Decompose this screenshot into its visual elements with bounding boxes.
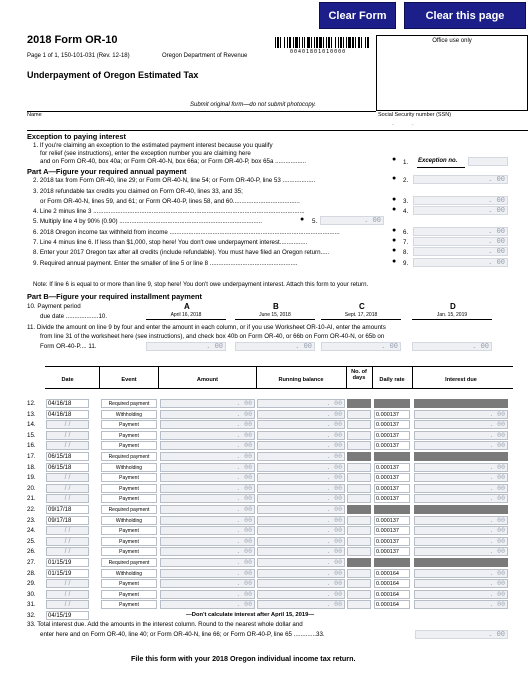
exception-no-label: Exception no. xyxy=(418,158,458,164)
event-cell: Withholding xyxy=(101,463,157,472)
daily-rate-cell: 0.000137 xyxy=(374,547,410,556)
daily-rate-cell: 0.000137 xyxy=(374,431,410,440)
clear-form-button[interactable]: Clear Form xyxy=(319,2,396,29)
row-number: 16. xyxy=(27,442,36,449)
interest-cell-disabled xyxy=(414,505,508,514)
days-cell[interactable] xyxy=(347,569,371,578)
amount-cell[interactable]: . 00 xyxy=(160,484,255,493)
row-number: 23. xyxy=(27,517,36,524)
ssn-field[interactable]: - - xyxy=(392,122,422,128)
days-cell[interactable] xyxy=(347,420,371,429)
bullet-icon: ● xyxy=(392,247,397,254)
days-cell[interactable] xyxy=(347,441,371,450)
part-a-line-text: 5. Multiply line 4 by 90% (0.90) ................................................................................... xyxy=(33,218,263,225)
page-info: Page 1 of 1, 150-101-031 (Rev. 12-18) xyxy=(27,53,130,59)
date-cell[interactable]: 09/17/18 xyxy=(46,516,89,525)
column-header: Amount xyxy=(196,377,219,383)
row-number: 12. xyxy=(27,400,36,407)
running-balance-cell[interactable]: . 00 xyxy=(257,431,345,440)
rate-cell-disabled xyxy=(374,505,410,514)
name-field[interactable] xyxy=(30,119,370,128)
days-cell-disabled xyxy=(347,558,371,567)
part-a-note: Note: If line 6 is equal to or more than line 9, stop here! You don't owe underpayment interest. Attach this form to your return. xyxy=(33,281,369,288)
date-cell[interactable]: 01/15/19 xyxy=(46,569,89,578)
row-number: 28. xyxy=(27,570,36,577)
amount-cell[interactable]: . 00 xyxy=(160,569,255,578)
running-balance-cell[interactable]: . 00 xyxy=(257,399,345,408)
running-balance-cell[interactable]: . 00 xyxy=(257,590,345,599)
amount-cell[interactable]: . 00 xyxy=(160,590,255,599)
event-cell: Payment xyxy=(101,431,157,440)
column-letter: A xyxy=(184,302,190,311)
date-cell[interactable]: 06/15/18 xyxy=(46,463,89,472)
part-a-field[interactable]: . 00 xyxy=(413,247,508,256)
date-cell: 04/15/19 xyxy=(46,611,89,620)
line10-text-b: due date ...................10. xyxy=(40,313,108,320)
running-balance-cell[interactable]: . 00 xyxy=(257,463,345,472)
daily-rate-cell: 0.000137 xyxy=(374,516,410,525)
bullet-icon: ● xyxy=(392,156,397,163)
event-cell: Payment xyxy=(101,547,157,556)
days-cell[interactable] xyxy=(347,600,371,609)
event-cell: Payment xyxy=(101,494,157,503)
line-num: 3. xyxy=(403,198,409,205)
running-balance-cell[interactable]: . 00 xyxy=(257,452,345,461)
running-balance-cell[interactable]: . 00 xyxy=(257,537,345,546)
running-balance-cell[interactable]: . 00 xyxy=(257,420,345,429)
daily-rate-cell: 0.000137 xyxy=(374,441,410,450)
row-number: 29. xyxy=(27,580,36,587)
line11-field[interactable]: . 00 xyxy=(412,342,492,351)
part-a-line-text: 6. 2018 Oregon income tax withheld from income ................................................................................................... xyxy=(33,229,340,236)
running-balance-cell[interactable]: . 00 xyxy=(257,526,345,535)
days-cell[interactable] xyxy=(347,473,371,482)
running-balance-cell[interactable]: . 00 xyxy=(257,569,345,578)
interest-due-cell[interactable]: . 00 xyxy=(414,473,508,482)
daily-rate-cell: 0.000164 xyxy=(374,590,410,599)
daily-rate-cell: 0.000137 xyxy=(374,463,410,472)
row-number: 27. xyxy=(27,559,36,566)
days-cell[interactable] xyxy=(347,516,371,525)
line-num: 5. xyxy=(312,218,318,225)
days-cell-disabled xyxy=(347,399,371,408)
running-balance-cell[interactable]: . 00 xyxy=(257,410,345,419)
exception-number-field[interactable] xyxy=(468,157,508,166)
bullet-icon: ● xyxy=(300,216,305,223)
date-cell[interactable]: / / xyxy=(46,420,89,429)
line1-text-b: for relief (see instructions), enter the exception number you are claiming here xyxy=(40,150,251,157)
barcode xyxy=(275,37,371,48)
date-cell[interactable]: / / xyxy=(46,547,89,556)
event-cell: Required payment xyxy=(101,505,157,514)
date-cell[interactable]: / / xyxy=(46,494,89,503)
column-header: Date xyxy=(61,377,74,383)
running-balance-cell[interactable]: . 00 xyxy=(257,516,345,525)
form-title: 2018 Form OR-10 xyxy=(27,34,118,46)
row-number: 30. xyxy=(27,591,36,598)
part-a-field[interactable]: . 00 xyxy=(413,196,508,205)
amount-cell[interactable]: . 00 xyxy=(160,441,255,450)
bullet-icon: ● xyxy=(392,206,397,213)
days-cell[interactable] xyxy=(347,494,371,503)
form-subtitle: Underpayment of Oregon Estimated Tax xyxy=(27,70,199,80)
column-letter: B xyxy=(273,302,279,311)
amount-cell[interactable]: . 00 xyxy=(160,399,255,408)
part-a-line-text: 9. Required annual payment. Enter the smaller of line 5 or line 8 ................................................... xyxy=(33,260,298,267)
line11-field[interactable]: . 00 xyxy=(321,342,401,351)
date-cell[interactable]: / / xyxy=(46,484,89,493)
line-num: 6. xyxy=(403,229,409,236)
row-number: 18. xyxy=(27,464,36,471)
payment-due-date: Jan. 15, 2019 xyxy=(412,311,492,320)
interest-due-cell[interactable]: . 00 xyxy=(414,463,508,472)
column-header: Event xyxy=(121,377,137,383)
column-header: Running balance xyxy=(278,377,324,383)
days-cell[interactable] xyxy=(347,526,371,535)
amount-cell[interactable]: . 00 xyxy=(160,526,255,535)
line5-field[interactable]: . 00 xyxy=(320,216,384,225)
part-a-field[interactable]: . 00 xyxy=(413,237,508,246)
event-cell: Payment xyxy=(101,420,157,429)
days-cell[interactable] xyxy=(347,579,371,588)
row-number: 14. xyxy=(27,421,36,428)
running-balance-cell[interactable]: . 00 xyxy=(257,547,345,556)
column-header: Daily rate xyxy=(379,377,405,383)
column-letter: D xyxy=(450,302,456,311)
event-cell: Withholding xyxy=(101,410,157,419)
interest-due-cell[interactable]: . 00 xyxy=(414,569,508,578)
event-cell: Required payment xyxy=(101,558,157,567)
interest-due-cell[interactable]: . 00 xyxy=(414,600,508,609)
row-number: 25. xyxy=(27,538,36,545)
event-cell: Payment xyxy=(101,600,157,609)
event-cell: Payment xyxy=(101,537,157,546)
running-balance-cell[interactable]: . 00 xyxy=(257,441,345,450)
event-cell: Payment xyxy=(101,441,157,450)
part-a-field[interactable]: . 00 xyxy=(413,227,508,236)
interest-due-cell[interactable]: . 00 xyxy=(414,579,508,588)
amount-cell[interactable]: . 00 xyxy=(160,431,255,440)
line33-text-a: 33. Total interest due. Add the amounts in the interest column. Round to the nearest whole dollar and xyxy=(27,621,303,628)
daily-rate-cell: 0.000137 xyxy=(374,537,410,546)
office-use-label: Office use only xyxy=(432,38,472,44)
line-num: 4. xyxy=(403,208,409,215)
column-letter: C xyxy=(359,302,365,311)
interest-due-cell[interactable]: . 00 xyxy=(414,547,508,556)
payment-due-date: Sept. 17, 2018 xyxy=(321,311,401,320)
amount-cell[interactable]: . 00 xyxy=(160,537,255,546)
amount-cell[interactable]: . 00 xyxy=(160,505,255,514)
row-number: 21. xyxy=(27,495,36,502)
interest-due-cell[interactable]: . 00 xyxy=(414,494,508,503)
part-a-line-text: 8. Enter your 2017 Oregon tax after all credits (include refundable). You must have filed an Oregon return..... xyxy=(33,249,330,256)
bullet-icon: ● xyxy=(392,237,397,244)
interest-due-cell[interactable]: . 00 xyxy=(414,484,508,493)
date-cell[interactable]: 04/16/18 xyxy=(46,399,89,408)
amount-cell[interactable]: . 00 xyxy=(160,473,255,482)
date-cell[interactable]: / / xyxy=(46,441,89,450)
line1-text-c: and on Form OR-40, box 40a; or Form OR-40-N, box 66a; or Form OR-40-P, box 65a .................. xyxy=(40,158,307,165)
amount-cell[interactable]: . 00 xyxy=(160,579,255,588)
days-cell-disabled xyxy=(347,505,371,514)
row-number: 26. xyxy=(27,548,36,555)
rate-cell-disabled xyxy=(374,558,410,567)
row-number: 17. xyxy=(27,453,36,460)
event-cell: Required payment xyxy=(101,399,157,408)
part-a-line-text: 4. Line 2 minus line 3 ........................................................................................................................... xyxy=(33,208,305,215)
daily-rate-cell: 0.000137 xyxy=(374,526,410,535)
days-cell[interactable] xyxy=(347,537,371,546)
interest-due-cell[interactable]: . 00 xyxy=(414,410,508,419)
amount-cell[interactable]: . 00 xyxy=(160,547,255,556)
date-cell[interactable]: 06/15/18 xyxy=(46,452,89,461)
date-cell[interactable]: / / xyxy=(46,431,89,440)
line33-text-b: enter here and on Form OR-40, line 40; or Form OR-40-N, line 66; or Form OR-40-P, line 65 .............33. xyxy=(40,631,325,638)
running-balance-cell[interactable]: . 00 xyxy=(257,494,345,503)
event-cell: Payment xyxy=(101,526,157,535)
line1-text-a: 1. If you're claiming an exception to the estimated payment interest because you qualify xyxy=(33,142,273,149)
part-a-line-text: 7. Line 4 minus line 6. If less than $1,000, stop here! You don't owe underpayment interest................ xyxy=(33,239,308,246)
interest-due-cell[interactable]: . 00 xyxy=(414,526,508,535)
column-header: No. of days xyxy=(351,369,367,381)
amount-cell[interactable]: . 00 xyxy=(160,420,255,429)
running-balance-cell[interactable]: . 00 xyxy=(257,484,345,493)
interest-due-cell[interactable]: . 00 xyxy=(414,590,508,599)
event-cell: Payment xyxy=(101,590,157,599)
part-a-field[interactable]: . 00 xyxy=(413,258,508,267)
days-cell-disabled xyxy=(347,452,371,461)
daily-rate-cell: 0.000164 xyxy=(374,569,410,578)
row-number: 13. xyxy=(27,411,36,418)
row-number: 31. xyxy=(27,601,36,608)
interest-due-cell[interactable]: . 00 xyxy=(414,537,508,546)
part-a-field[interactable]: . 00 xyxy=(413,206,508,215)
date-cell[interactable]: / / xyxy=(46,526,89,535)
row-number: 20. xyxy=(27,485,36,492)
days-cell[interactable] xyxy=(347,590,371,599)
row-number: 32. xyxy=(27,612,36,619)
interest-cell-disabled xyxy=(414,558,508,567)
row-number: 22. xyxy=(27,506,36,513)
line-num: 2. xyxy=(403,177,409,184)
days-cell[interactable] xyxy=(347,410,371,419)
exception-heading: Exception to paying interest xyxy=(27,132,126,141)
line10-text-a: 10. Payment period xyxy=(27,303,81,310)
interest-due-cell[interactable]: . 00 xyxy=(414,441,508,450)
agency-name: Oregon Department of Revenue xyxy=(162,53,248,59)
amount-cell[interactable]: . 00 xyxy=(160,494,255,503)
event-cell: Required payment xyxy=(101,452,157,461)
days-cell[interactable] xyxy=(347,547,371,556)
date-cell[interactable]: / / xyxy=(46,590,89,599)
event-cell: Withholding xyxy=(101,516,157,525)
footer-note: File this form with your 2018 Oregon individual income tax return. xyxy=(131,654,356,663)
part-a-field[interactable]: . 00 xyxy=(413,175,508,184)
office-use-box xyxy=(376,35,528,111)
line-num: 9. xyxy=(403,260,409,267)
amount-cell[interactable]: . 00 xyxy=(160,463,255,472)
rate-cell-disabled xyxy=(374,452,410,461)
payment-due-date: June 15, 2018 xyxy=(235,311,315,320)
interest-cell-disabled xyxy=(414,399,508,408)
bullet-icon: ● xyxy=(392,227,397,234)
date-cell[interactable]: / / xyxy=(46,600,89,609)
rate-cell-disabled xyxy=(374,399,410,408)
line-num: 7. xyxy=(403,239,409,246)
ssn-label: Social Security number (SSN) xyxy=(378,112,452,118)
daily-rate-cell: 0.000137 xyxy=(374,484,410,493)
date-cell[interactable]: 09/17/18 xyxy=(46,505,89,514)
running-balance-cell[interactable]: . 00 xyxy=(257,600,345,609)
interest-due-cell[interactable]: . 00 xyxy=(414,431,508,440)
date-cell[interactable]: 04/16/18 xyxy=(46,410,89,419)
running-balance-cell[interactable]: . 00 xyxy=(257,473,345,482)
running-balance-cell[interactable]: . 00 xyxy=(257,505,345,514)
barcode-number: 00401801010000 xyxy=(290,49,347,55)
line-num: 8. xyxy=(403,249,409,256)
bullet-icon: ● xyxy=(392,196,397,203)
part-b-heading: Part B—Figure your required installment payment xyxy=(27,292,202,301)
line11-text-b: from line 31 of the worksheet here (see instructions), and check box 40b on Form OR-40, or 66b on Form OR-40-N, or 65b on xyxy=(40,333,385,340)
row-number: 15. xyxy=(27,432,36,439)
line11-field[interactable]: . 00 xyxy=(235,342,315,351)
name-label: Name xyxy=(27,112,42,118)
line33-field[interactable]: . 00 xyxy=(415,630,508,639)
line11-text-c: Form OR-40-P.... 11. xyxy=(40,343,97,350)
daily-rate-cell: 0.000137 xyxy=(374,420,410,429)
amount-cell[interactable]: . 00 xyxy=(160,516,255,525)
part-a-line-text: 3. 2018 refundable tax credits you claimed on Form OR-40, lines 33, and 35; xyxy=(33,188,243,195)
running-balance-cell[interactable]: . 00 xyxy=(257,558,345,567)
row-number: 19. xyxy=(27,474,36,481)
part-a-heading: Part A—Figure your required annual payment xyxy=(27,167,187,176)
interest-due-cell[interactable]: . 00 xyxy=(414,516,508,525)
part-a-line-text: or Form OR-40-N, lines 59, and 61; or Form OR-40-P, lines 58, and 60....................................... xyxy=(40,198,300,205)
event-cell: Payment xyxy=(101,579,157,588)
daily-rate-cell: 0.000137 xyxy=(374,410,410,419)
line1-num: 1. xyxy=(403,159,409,166)
submit-note: Submit original form—do not submit photocopy. xyxy=(190,102,316,108)
amount-cell[interactable]: . 00 xyxy=(160,452,255,461)
daily-rate-cell: 0.000164 xyxy=(374,600,410,609)
interest-cell-disabled xyxy=(414,452,508,461)
payment-due-date: April 16, 2018 xyxy=(146,311,226,320)
running-balance-cell[interactable]: . 00 xyxy=(257,579,345,588)
date-cell[interactable]: / / xyxy=(46,579,89,588)
date-cell[interactable]: 01/15/19 xyxy=(46,558,89,567)
bullet-icon: ● xyxy=(392,175,397,182)
event-cell: Payment xyxy=(101,473,157,482)
days-cell[interactable] xyxy=(347,484,371,493)
clear-page-button[interactable]: Clear this page xyxy=(404,2,526,29)
date-cell[interactable]: / / xyxy=(46,537,89,546)
event-cell: Payment xyxy=(101,484,157,493)
amount-cell[interactable]: . 00 xyxy=(160,410,255,419)
row-number: 24. xyxy=(27,527,36,534)
date-cell[interactable]: / / xyxy=(46,473,89,482)
interest-due-cell[interactable]: . 00 xyxy=(414,420,508,429)
line11-text-a: 11. Divide the amount on line 9 by four and enter the amount in each column, or if you use Worksheet OR-10-AI, enter the amounts xyxy=(27,324,386,331)
daily-rate-cell: 0.000137 xyxy=(374,494,410,503)
part-a-line-text: 2. 2018 tax from Form OR-40, line 29; or Form OR-40-N, line 54; or Form OR-40-P, line 53 ................... xyxy=(33,177,316,184)
days-cell[interactable] xyxy=(347,463,371,472)
event-cell: Withholding xyxy=(101,569,157,578)
row32-note: —Don't calculate interest after April 15, 2019— xyxy=(186,612,315,618)
daily-rate-cell: 0.000164 xyxy=(374,579,410,588)
amount-cell[interactable]: . 00 xyxy=(160,558,255,567)
daily-rate-cell: 0.000137 xyxy=(374,473,410,482)
column-header: Interest due xyxy=(445,377,477,383)
days-cell[interactable] xyxy=(347,431,371,440)
line11-field[interactable]: . 00 xyxy=(146,342,226,351)
bullet-icon: ● xyxy=(392,258,397,265)
amount-cell[interactable]: . 00 xyxy=(160,600,255,609)
